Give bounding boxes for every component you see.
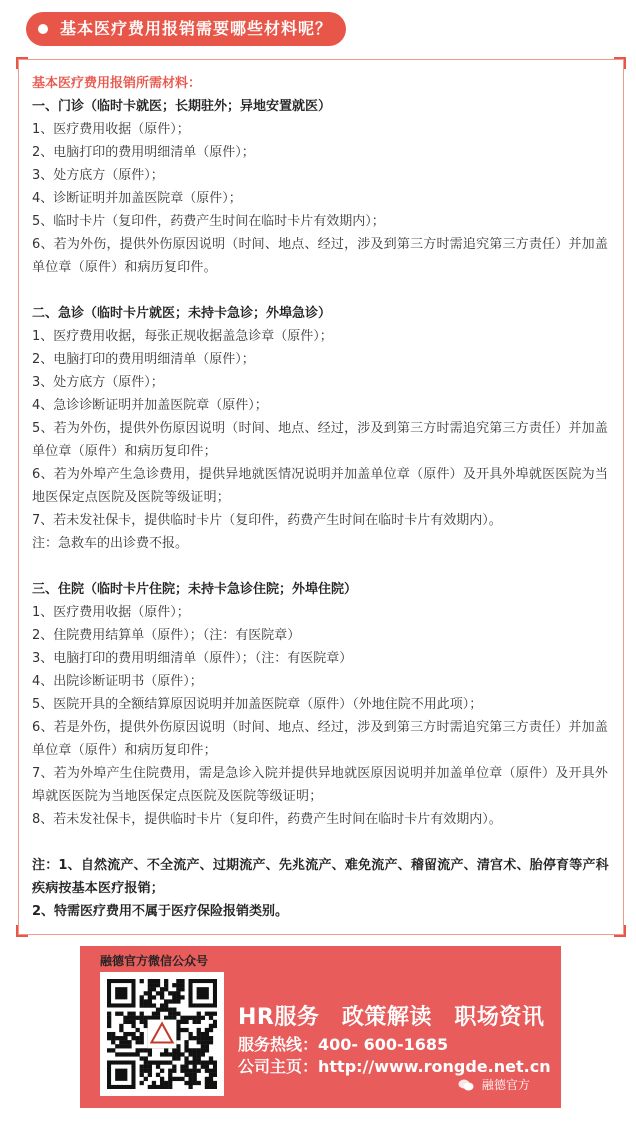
list-item: 5、医院开具的全额结算原因说明并加盖医院章（原件）（外地住院不用此项）；	[32, 697, 483, 712]
wechat-account-name: 融德官方	[481, 1078, 530, 1092]
list-item: 4、诊断证明并加盖医院章（原件）；	[32, 191, 242, 206]
list-item: 1、医疗费用收据（原件）；	[32, 122, 190, 137]
banner-slogan: HR服务 政策解读 职场资讯	[238, 1005, 545, 1030]
banner-label: 融德官方微信公众号	[100, 954, 209, 968]
banner-website: 公司主页：http://www.rongde.net.cn	[238, 1057, 551, 1076]
list-item: 3、处方底方（原件）；	[32, 375, 164, 390]
frame-corner	[16, 925, 28, 937]
list-item: 1、医疗费用收据（原件）；	[32, 605, 190, 620]
list-item: 3、处方底方（原件）；	[32, 168, 164, 183]
list-item: 8、若未发社保卡，提供临时卡片（复印件，药费产生时间在临时卡片有效期内）。	[32, 812, 502, 827]
banner-hotline: 服务热线：400- 600-1685	[238, 1035, 449, 1054]
header-pill	[26, 12, 346, 46]
list-item: 6、若是外伤，提供外伤原因说明（时间、地点、经过，涉及到第三方时需追究第三方责任）并加盖单位章（原件）和病历复印件；	[32, 720, 609, 758]
list-item: 6、若为外埠产生急诊费用，提供异地就医情况说明并加盖单位章（原件）及开具外埠就医医院为当地医保定点医院及医院等级证明；	[32, 467, 609, 505]
wechat-account	[458, 1076, 530, 1093]
list-item: 5、若为外伤，提供外伤原因说明（时间、地点、经过，涉及到第三方时需追究第三方责任）并加盖单位章（原件）和病历复印件；	[32, 421, 609, 459]
frame-corner	[614, 57, 626, 69]
page-title: 基本医疗费用报销需要哪些材料呢？	[60, 19, 333, 38]
article-body	[32, 72, 618, 923]
frame-corner	[16, 57, 28, 69]
list-item: 2、电脑打印的费用明细清单（原件）；	[32, 145, 255, 160]
emergency-note: 注：急救车的出诊费不报。	[32, 536, 189, 551]
final-note: 注：1、自然流产、不全流产、过期流产、先兆流产、难免流产、稽留流产、清宫术、胎停育等产科疾病按基本医疗报销；	[32, 858, 609, 896]
outpatient-title: 一、门诊（临时卡就医；长期驻外；异地安置就医）	[32, 99, 332, 114]
intro-title: 基本医疗费用报销所需材料：	[32, 76, 202, 91]
list-item: 2、电脑打印的费用明细清单（原件）；	[32, 352, 255, 367]
list-item: 7、若为外埠产生住院费用，需是急诊入院并提供异地就医原因说明并加盖单位章（原件）及开具外埠就医医院为当地医保定点医院及医院等级证明；	[32, 766, 609, 804]
qr-code[interactable]	[100, 972, 224, 1096]
qr-code-icon	[107, 979, 217, 1089]
list-item: 1、医疗费用收据，每张正规收据盖急诊章（原件）；	[32, 329, 333, 344]
list-item: 3、电脑打印的费用明细清单（原件）；（注：有医院章）	[32, 651, 353, 666]
list-item: 6、若为外伤，提供外伤原因说明（时间、地点、经过，涉及到第三方时需追究第三方责任）并加盖单位章（原件）和病历复印件。	[32, 237, 609, 275]
list-item: 5、临时卡片（复印件，药费产生时间在临时卡片有效期内）；	[32, 214, 385, 229]
list-item: 4、出院诊断证明书（原件）；	[32, 674, 203, 689]
list-item: 7、若未发社保卡，提供临时卡片（复印件，药费产生时间在临时卡片有效期内）。	[32, 513, 502, 528]
emergency-title: 二、急诊（临时卡片就医；未持卡急诊；外埠急诊）	[32, 306, 332, 321]
list-item: 2、住院费用结算单（原件）；（注：有医院章）	[32, 628, 301, 643]
frame-corner	[614, 925, 626, 937]
promo-banner	[80, 946, 561, 1108]
bullet-dot-icon	[38, 24, 48, 34]
inpatient-title: 三、住院（临时卡片住院；未持卡急诊住院；外埠住院）	[32, 582, 358, 597]
final-note: 2、特需医疗费用不属于医疗保险报销类别。	[32, 904, 289, 919]
list-item: 4、急诊诊断证明并加盖医院章（原件）；	[32, 398, 268, 413]
wechat-icon	[458, 1079, 474, 1091]
